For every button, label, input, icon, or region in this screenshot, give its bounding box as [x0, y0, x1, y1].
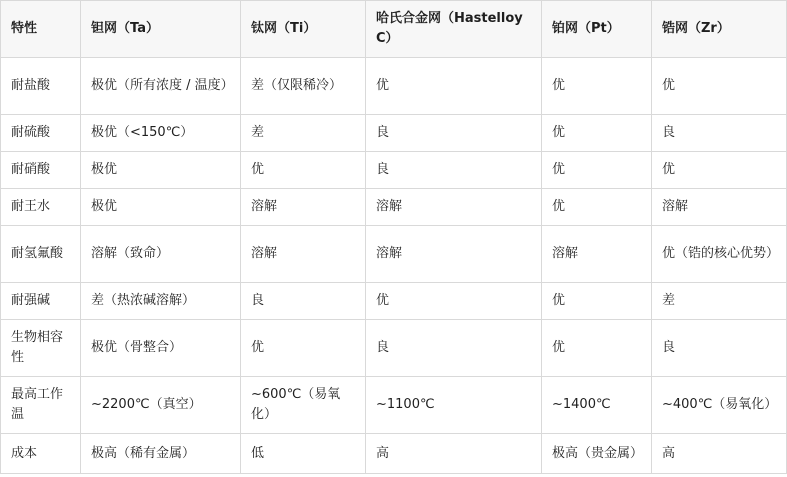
table-cell: 优（锆的核心优势） — [652, 226, 787, 283]
header-platinum: 铂网（Pt） — [542, 1, 652, 58]
table-cell: 优 — [542, 320, 652, 377]
table-row — [1, 283, 787, 320]
table-cell: 极优（骨整合） — [81, 320, 241, 377]
row-label: 生物相容性 — [1, 320, 81, 377]
row-label: 最高工作温 — [1, 377, 81, 434]
table-cell: 良 — [652, 115, 787, 152]
table-header-row — [1, 1, 787, 58]
table-cell: ~1400℃ — [542, 377, 652, 434]
table-cell: 良 — [366, 152, 542, 189]
table-cell: 高 — [652, 434, 787, 474]
table-row — [1, 320, 787, 377]
row-label: 耐硝酸 — [1, 152, 81, 189]
table-cell: 良 — [652, 320, 787, 377]
table-cell: 优 — [366, 58, 542, 115]
table-cell: 极优（<150℃） — [81, 115, 241, 152]
table-cell: 溶解 — [241, 189, 366, 226]
table-cell: 优 — [241, 320, 366, 377]
table-row — [1, 189, 787, 226]
row-label: 耐王水 — [1, 189, 81, 226]
table-cell: ~400℃（易氧化） — [652, 377, 787, 434]
table-cell: 优 — [652, 152, 787, 189]
table-cell: 差（热浓碱溶解） — [81, 283, 241, 320]
table-row — [1, 226, 787, 283]
table-cell: 溶解（致命） — [81, 226, 241, 283]
header-property: 特性 — [1, 1, 81, 58]
table-cell: 优 — [652, 58, 787, 115]
row-label: 耐强碱 — [1, 283, 81, 320]
table-cell: 优 — [542, 152, 652, 189]
table-row — [1, 58, 787, 115]
table-cell: 溶解 — [366, 189, 542, 226]
table-cell: 优 — [366, 283, 542, 320]
table-cell: 极高（贵金属） — [542, 434, 652, 474]
table-cell: 溶解 — [542, 226, 652, 283]
header-zirconium: 锆网（Zr） — [652, 1, 787, 58]
header-tantalum: 钽网（Ta） — [81, 1, 241, 58]
table-cell: 差（仅限稀冷） — [241, 58, 366, 115]
table-row — [1, 377, 787, 434]
row-label: 耐硫酸 — [1, 115, 81, 152]
table-cell: 优 — [542, 189, 652, 226]
row-label: 耐氢氟酸 — [1, 226, 81, 283]
table-cell: 高 — [366, 434, 542, 474]
table-cell: 良 — [241, 283, 366, 320]
table-cell: 极高（稀有金属） — [81, 434, 241, 474]
table-cell: 优 — [241, 152, 366, 189]
table-cell: 溶解 — [241, 226, 366, 283]
table-cell: ~2200℃（真空） — [81, 377, 241, 434]
table-cell: 溶解 — [652, 189, 787, 226]
table-row — [1, 115, 787, 152]
table-cell: 良 — [366, 320, 542, 377]
table-cell: 优 — [542, 58, 652, 115]
table-cell: 极优（所有浓度 / 温度） — [81, 58, 241, 115]
table-cell: ~1100℃ — [366, 377, 542, 434]
row-label: 成本 — [1, 434, 81, 474]
table-cell: 优 — [542, 283, 652, 320]
table-cell: 极优 — [81, 152, 241, 189]
header-titanium: 钛网（Ti） — [241, 1, 366, 58]
table-cell: 低 — [241, 434, 366, 474]
table-cell: 极优 — [81, 189, 241, 226]
table-cell: 良 — [366, 115, 542, 152]
table-row — [1, 434, 787, 474]
table-cell: 差 — [241, 115, 366, 152]
table-cell: 溶解 — [366, 226, 542, 283]
table-row — [1, 152, 787, 189]
row-label: 耐盐酸 — [1, 58, 81, 115]
table-cell: 差 — [652, 283, 787, 320]
table-cell: 优 — [542, 115, 652, 152]
table-cell: ~600℃（易氧化） — [241, 377, 366, 434]
header-hastelloy: 哈氏合金网（Hastelloy C） — [366, 1, 542, 58]
